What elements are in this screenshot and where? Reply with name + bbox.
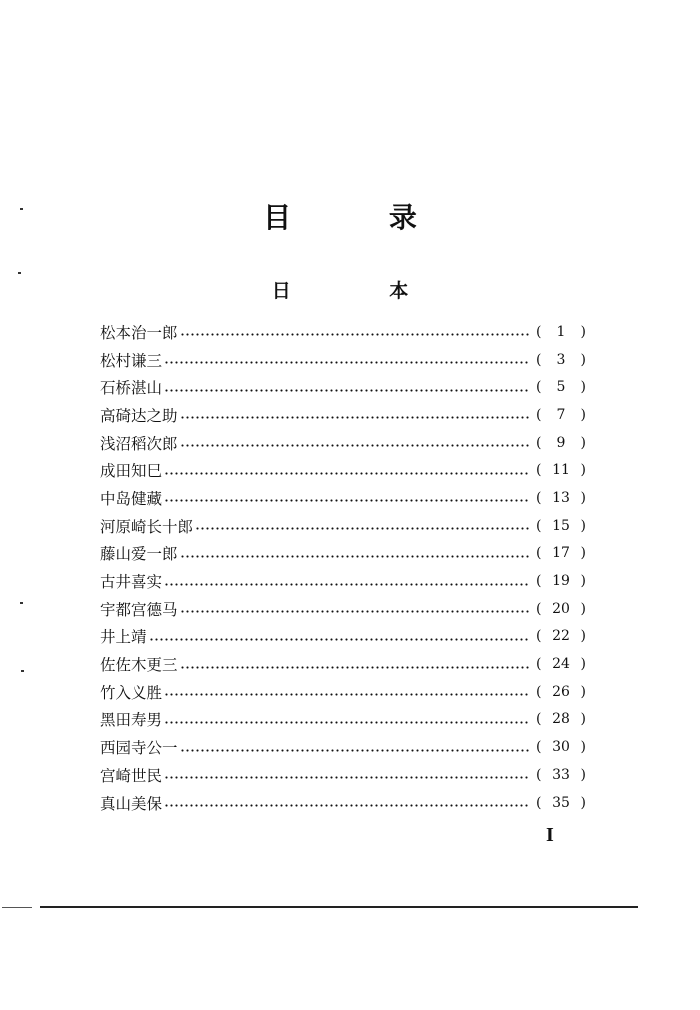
paren-open: ( (536, 351, 542, 368)
toc-entry-page (536, 628, 586, 644)
toc-entry (100, 623, 586, 651)
toc-leader-dots (164, 583, 530, 586)
paren-close: ) (580, 628, 586, 645)
toc-page-number: 13 (552, 489, 570, 506)
toc-entry-name: 松本治一郎 (100, 323, 178, 342)
paren-open: ( (536, 489, 542, 506)
paren-open: ( (536, 683, 542, 700)
toc-entry-name: 宫崎世民 (100, 766, 163, 785)
toc-entry-page (536, 490, 586, 506)
toc-entry-page (536, 352, 586, 368)
toc-entry (100, 456, 586, 484)
toc-entry-page (536, 407, 586, 423)
toc-entry-page (536, 462, 586, 478)
toc-entry (100, 318, 586, 346)
toc-leader-dots (180, 416, 530, 419)
toc-entry (100, 789, 586, 817)
paren-open: ( (536, 379, 542, 396)
paren-open: ( (536, 517, 542, 534)
toc-page-number: 26 (552, 683, 570, 700)
toc-entry-page (536, 684, 586, 700)
toc-entry-page (536, 379, 586, 395)
toc-entry-page (536, 767, 586, 783)
toc-leader-dots (180, 333, 530, 336)
toc-entry-name: 藤山爱一郎 (100, 545, 178, 564)
toc-leader-dots (164, 361, 530, 364)
paren-close: ) (580, 351, 586, 368)
toc-entry-name: 真山美保 (100, 794, 163, 813)
toc-page-number: 19 (552, 573, 570, 590)
toc-entry-name: 井上靖 (100, 628, 147, 647)
paren-open: ( (536, 711, 542, 728)
paren-close: ) (580, 517, 586, 534)
toc-entry (100, 567, 586, 595)
toc-page-number: 9 (556, 434, 566, 451)
toc-leader-dots (180, 555, 530, 558)
toc-entry-name: 西园寺公一 (100, 739, 178, 758)
toc-page-number: 22 (552, 628, 570, 645)
footer-rule-left (2, 907, 32, 908)
toc-entry-page (536, 795, 586, 811)
footer-rule (40, 906, 638, 908)
toc-leader-dots (180, 444, 530, 447)
scan-speck (18, 272, 21, 274)
toc-leader-dots (164, 389, 530, 392)
scan-speck (20, 208, 23, 210)
toc-entry-name: 浅沼稻次郎 (100, 434, 178, 453)
page-folio: I (546, 824, 554, 846)
toc-entry-name: 宇都宫德马 (100, 600, 178, 619)
paren-close: ) (580, 323, 586, 340)
toc-leader-dots (164, 804, 530, 807)
toc-entry-name: 成田知巳 (100, 462, 163, 481)
toc-entry (100, 761, 586, 789)
toc-leader-dots (164, 472, 530, 475)
section-heading: 日 本 (271, 280, 455, 302)
paren-close: ) (580, 739, 586, 756)
paren-open: ( (536, 628, 542, 645)
toc-leader-dots (164, 499, 530, 502)
toc-leader-dots (180, 666, 530, 669)
paren-open: ( (536, 323, 542, 340)
toc-leader-dots (164, 721, 530, 724)
scan-speck (20, 602, 23, 604)
toc-page-number: 5 (556, 379, 566, 396)
toc-entry (100, 512, 586, 540)
paren-open: ( (536, 406, 542, 423)
toc-entry (100, 733, 586, 761)
toc-entry-name: 佐佐木更三 (100, 656, 178, 675)
toc-entry (100, 650, 586, 678)
toc-entry (100, 429, 586, 457)
paren-open: ( (536, 766, 542, 783)
page-title: 目 录 (263, 201, 461, 234)
toc-leader-dots (180, 749, 530, 752)
toc-entry (100, 678, 586, 706)
paren-open: ( (536, 794, 542, 811)
paren-open: ( (536, 462, 542, 479)
toc-entry-name: 松村谦三 (100, 351, 163, 370)
toc-entry-page (536, 435, 586, 451)
paren-close: ) (580, 600, 586, 617)
paren-open: ( (536, 545, 542, 562)
toc-page-number: 30 (552, 739, 570, 756)
toc-page-number: 3 (556, 351, 566, 368)
toc-entry (100, 540, 586, 568)
toc-entry-page (536, 601, 586, 617)
paren-close: ) (580, 489, 586, 506)
toc-leader-dots (149, 638, 530, 641)
paren-close: ) (580, 794, 586, 811)
toc-page-number: 33 (552, 766, 570, 783)
toc-entry-name: 石桥湛山 (100, 379, 163, 398)
paren-close: ) (580, 434, 586, 451)
toc-entry-name: 黑田寿男 (100, 711, 163, 730)
toc-page-number: 20 (552, 600, 570, 617)
paren-close: ) (580, 379, 586, 396)
toc-entry-page (536, 573, 586, 589)
toc-entry-name: 中岛健藏 (100, 489, 163, 508)
toc-entry-page (536, 739, 586, 755)
toc-entry-page (536, 518, 586, 534)
toc-entry-name: 竹入义胜 (100, 683, 163, 702)
toc-entry-name: 河原崎长十郎 (100, 517, 194, 536)
toc-entry-page (536, 656, 586, 672)
paren-close: ) (580, 462, 586, 479)
toc-page-number: 7 (556, 406, 566, 423)
paren-open: ( (536, 600, 542, 617)
paren-open: ( (536, 573, 542, 590)
paren-close: ) (580, 766, 586, 783)
toc-entry (100, 595, 586, 623)
toc-page-number: 35 (552, 794, 570, 811)
toc-leader-dots (180, 610, 530, 613)
toc-entry (100, 373, 586, 401)
toc-page-number: 28 (552, 711, 570, 728)
toc-leader-dots (164, 693, 530, 696)
toc-entry (100, 346, 586, 374)
paren-close: ) (580, 406, 586, 423)
toc-entry (100, 401, 586, 429)
toc-entry-page (536, 711, 586, 727)
toc-entry-page (536, 545, 586, 561)
toc-page-number: 11 (552, 462, 570, 479)
toc-page-number: 17 (552, 545, 570, 562)
paren-close: ) (580, 573, 586, 590)
toc-entry-name: 高碕达之助 (100, 406, 178, 425)
paren-close: ) (580, 683, 586, 700)
toc-leader-dots (164, 776, 530, 779)
toc-leader-dots (195, 527, 530, 530)
toc-entry (100, 706, 586, 734)
table-of-contents (100, 318, 586, 816)
paren-close: ) (580, 656, 586, 673)
paren-open: ( (536, 739, 542, 756)
toc-page-number: 15 (552, 517, 570, 534)
paren-open: ( (536, 656, 542, 673)
paren-close: ) (580, 711, 586, 728)
toc-entry (100, 484, 586, 512)
toc-entry-name: 古井喜实 (100, 573, 163, 592)
scan-speck (21, 670, 24, 672)
toc-page-number: 1 (556, 323, 566, 340)
paren-close: ) (580, 545, 586, 562)
toc-entry-page (536, 324, 586, 340)
paren-open: ( (536, 434, 542, 451)
toc-page-number: 24 (552, 656, 570, 673)
